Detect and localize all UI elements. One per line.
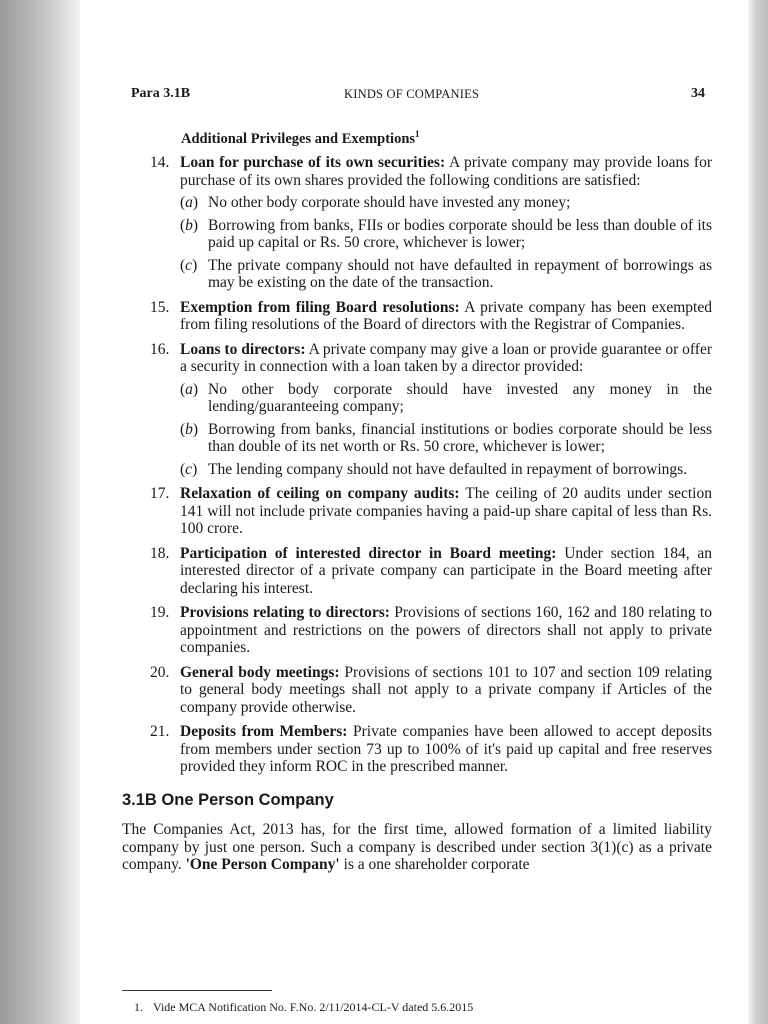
item-title: Provisions relating to directors: <box>180 604 390 622</box>
sub-item-label: (c) <box>180 256 198 274</box>
page-number: 34 <box>691 86 705 101</box>
item-text: A private company may provide loans for purchase of its own shares provided the following conditions are satisfied: <box>180 154 712 189</box>
sub-list <box>180 194 712 292</box>
item-text: Provisions of sections 101 to 107 and section 109 relating to general body meetings shall not apply to a private company if Articles of the company provide otherwise. <box>180 663 712 716</box>
section-heading: 3.1B One Person Company <box>122 790 334 809</box>
sub-list-item <box>180 217 712 252</box>
paragraph-bold-term: 'One Person Company' <box>185 856 340 874</box>
footnote-mark: 1 <box>415 129 420 139</box>
item-title: General body meetings: <box>180 663 340 681</box>
item-number: 20. <box>150 663 170 681</box>
footnote-rule <box>122 990 272 991</box>
list-item <box>122 604 712 657</box>
page-content <box>122 126 712 874</box>
item-title: Relaxation of ceiling on company audits: <box>180 485 460 503</box>
paragraph-text: The Companies Act, 2013 has, for the first time, allowed formation of a limited liability company by just one person. Such a company is described under section 3(1)(c) as a private company. <box>122 821 712 874</box>
sub-list-item <box>180 381 712 416</box>
item-title: Deposits from Members: <box>180 723 348 741</box>
item-text: Under section 184, an interested director of a private company can participate in the Board meeting after declaring his interest. <box>180 544 712 597</box>
para-reference: Para 3.1B <box>131 86 191 101</box>
item-number: 17. <box>150 485 170 503</box>
running-header <box>82 86 746 108</box>
item-text: A private company may give a loan or provide guarantee or offer a security in connection with a loan taken by a director provided: <box>180 340 712 376</box>
footnote-text: Vide MCA Notification No. F.No. 2/11/2014-CL-V dated 5.6.2015 <box>153 1000 474 1014</box>
sub-item-label: (c) <box>180 460 198 478</box>
list-item <box>122 341 712 479</box>
list-item <box>122 723 712 776</box>
scan-right-edge <box>748 0 768 1024</box>
list-item <box>122 545 712 598</box>
item-text: The ceiling of 20 audits under section 141 will not include private companies having a paid-up share capital of less than Rs. 100 crore. <box>180 485 712 538</box>
item-title: Loan for purchase of its own securities: <box>180 154 446 172</box>
sub-list-item <box>180 461 712 479</box>
item-title: Participation of interested director in Board meeting: <box>180 544 557 562</box>
item-number: 21. <box>150 723 170 741</box>
sub-list-item <box>180 257 712 292</box>
sub-item-label: (a) <box>180 380 199 398</box>
item-number: 19. <box>150 604 170 622</box>
item-title: Exemption from filing Board resolutions: <box>180 298 460 316</box>
sub-item-text: No other body corporate should have invested any money in the lending/guaranteeing company; <box>208 380 712 416</box>
list-item <box>122 299 712 334</box>
scan-left-edge <box>0 0 80 1024</box>
sub-item-text: No other body corporate should have invested any money; <box>208 194 571 212</box>
sub-item-label: (a) <box>180 194 199 212</box>
footnote-number: 1. <box>134 1000 143 1014</box>
sub-item-text: Borrowing from banks, FIIs or bodies corporate should be less than double of its paid up capital or Rs. 50 crore, whichever is lower; <box>208 216 712 252</box>
item-number: 18. <box>150 544 170 562</box>
item-title: Loans to directors: <box>180 340 306 358</box>
sub-item-text: The private company should not have defaulted in repayment of borrowings as may be existing on the date of the transaction. <box>208 256 712 292</box>
sub-item-text: Borrowing from banks, financial institutions or bodies corporate should be less than double of its net worth or Rs. 50 crore, whichever is lower; <box>208 420 712 456</box>
list-item <box>122 154 712 292</box>
item-number: 16. <box>150 340 170 358</box>
document-page <box>82 0 746 1024</box>
sub-item-label: (b) <box>180 420 199 438</box>
item-text: A private company has been exempted from filing resolutions of the Board of directors with the Registrar of Companies. <box>180 298 712 334</box>
paragraph-tail: is a one shareholder corporate <box>339 856 530 874</box>
item-text: Private companies have been allowed to accept deposits from members under section 73 up to 100% of it's paid up capital and free reserves provided they inform ROC in the prescribed manner. <box>180 723 712 776</box>
sub-list <box>180 381 712 479</box>
chapter-title: KINDS OF COMPANIES <box>344 87 480 101</box>
numbered-list <box>122 154 712 776</box>
footnote <box>134 1000 473 1015</box>
subheading <box>181 126 712 148</box>
sub-list-item <box>180 194 712 212</box>
item-number: 15. <box>150 298 170 316</box>
item-text: Provisions of sections 160, 162 and 180 relating to appointment and restrictions on the powers of directors shall not apply to private companies. <box>180 604 712 657</box>
section-paragraph <box>122 821 712 874</box>
item-number: 14. <box>150 154 170 172</box>
list-item <box>122 664 712 717</box>
list-item <box>122 485 712 538</box>
subheading-text: Additional Privileges and Exemptions <box>181 130 416 147</box>
sub-item-text: The lending company should not have defaulted in repayment of borrowings. <box>208 460 688 478</box>
sub-item-label: (b) <box>180 216 199 234</box>
sub-list-item <box>180 421 712 456</box>
